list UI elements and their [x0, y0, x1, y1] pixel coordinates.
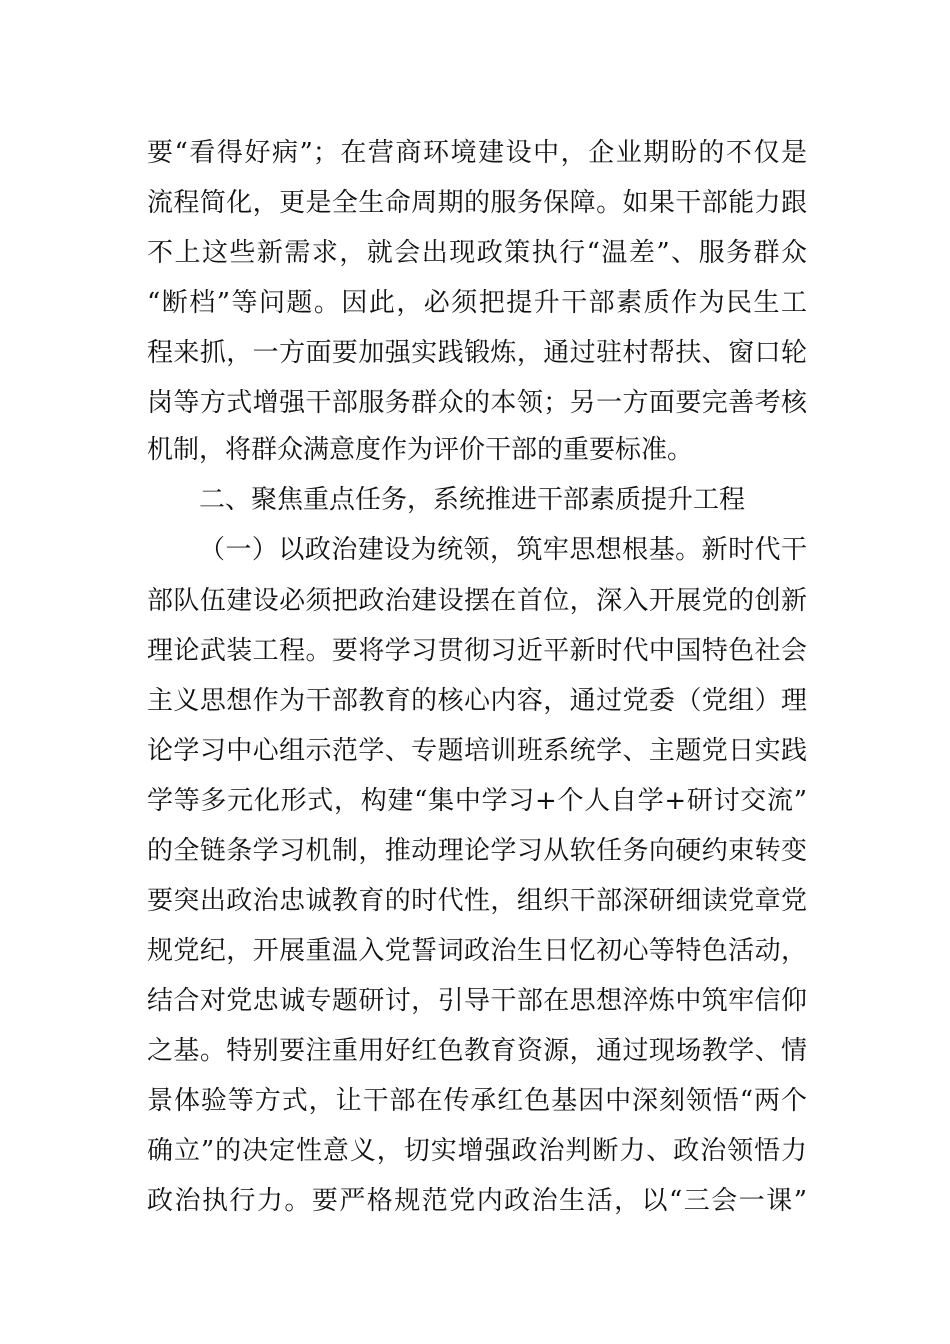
paragraph-line: 规党纪，开展重温入党誓词政治生日忆初心等特色活动，	[147, 936, 807, 966]
paragraph-line: 之基。特别要注重用好红色教育资源，通过现场教学、情	[147, 1036, 807, 1066]
subsection-heading-line: （一）以政治建设为统领，筑牢思想根基。新时代干	[199, 535, 807, 565]
paragraph-line: 部队伍建设必须把政治建设摆在首位，深入开展党的创新	[147, 586, 807, 616]
paragraph-line: “断档”等问题。因此，必须把提升干部素质作为民生工	[147, 288, 807, 318]
paragraph-line: 不上这些新需求，就会出现政策执行“温差”、服务群众	[147, 238, 807, 268]
paragraph-line: 景体验等方式，让干部在传承红色基因中深刻领悟“两个	[147, 1086, 807, 1116]
paragraph-line: 岗等方式增强干部服务群众的本领；另一方面要完善考核	[147, 388, 807, 418]
section-heading: 二、聚焦重点任务，系统推进干部素质提升工程	[199, 485, 746, 515]
paragraph-line: 要突出政治忠诚教育的时代性，组织干部深研细读党章党	[147, 886, 807, 916]
paragraph-line: 政治执行力。要严格规范党内政治生活，以“三会一课”	[147, 1186, 807, 1216]
paragraph-line: 要“看得好病”；在营商环境建设中，企业期盼的不仅是	[147, 138, 807, 168]
paragraph-line: 结合对党忠诚专题研讨，引导干部在思想淬炼中筑牢信仰	[147, 986, 807, 1016]
paragraph-line: 的全链条学习机制，推动理论学习从软任务向硬约束转变	[147, 836, 807, 866]
paragraph-line: 流程简化，更是全生命周期的服务保障。如果干部能力跟	[147, 188, 807, 218]
paragraph-line: 主义思想作为干部教育的核心内容，通过党委（党组）理	[147, 686, 807, 716]
paragraph-line: 程来抓，一方面要加强实践锻炼，通过驻村帮扶、窗口轮	[147, 338, 807, 368]
paragraph-line: 理论武装工程。要将学习贯彻习近平新时代中国特色社会	[147, 636, 807, 666]
paragraph-line: 确立”的决定性意义，切实增强政治判断力、政治领悟力	[147, 1136, 807, 1166]
paragraph-line: 论学习中心组示范学、专题培训班系统学、主题党日实践	[147, 736, 807, 766]
paragraph-line: 学等多元化形式，构建“集中学习+个人自学+研讨交流”	[147, 786, 807, 816]
paragraph-line-last: 机制，将群众满意度作为评价干部的重要标准。	[147, 435, 694, 465]
